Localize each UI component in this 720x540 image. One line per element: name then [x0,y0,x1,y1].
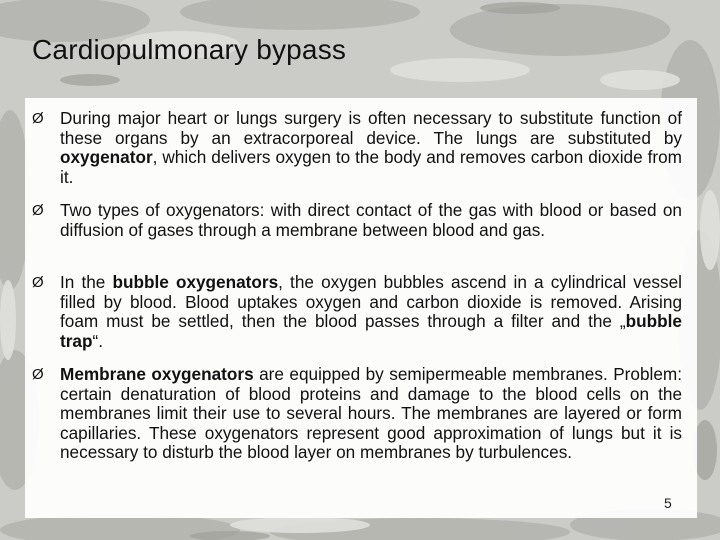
page-number: 5 [664,495,672,511]
bullet-text: Two types of oxygenators: with direct contact of the gas with blood or based on diffusion of gases through a membrane between blood and gas. [60,200,682,240]
bullet-text: During major heart or lungs surgery is often necessary to substitute function of these organs by an extracorporeal device. The lungs are substituted by oxygenator, which delivers oxygen to the body and removes carbon dioxide from it. [60,108,682,187]
arrow-bullet-icon: Ø [32,366,44,383]
arrow-bullet-icon: Ø [32,202,44,219]
bullet-membrane-oxygenators [32,365,682,463]
bullet-text: In the bubble oxygenators, the oxygen bubbles ascend in a cylindrical vessel filled by blood. Blood uptakes oxygen and carbon dioxide is removed. Arising foam must be settled, then the blood passes through a filter and the „bubble trap“. [60,272,682,351]
bullet-bubble-oxygenators [32,273,682,351]
bullet-oxygenator-intro [32,109,682,187]
arrow-bullet-icon: Ø [32,110,44,127]
arrow-bullet-icon: Ø [32,274,44,291]
slide-title: Cardiopulmonary bypass [32,34,347,65]
bullet-oxygenator-types [32,201,682,240]
bullet-text: Membrane oxygenators are equipped by semipermeable membranes. Problem: certain denaturation of blood proteins and damage to the blood cells on the membranes limit their use to several hours. The membranes are layered or form capillaries. These oxygenators represent good approximation of lungs but it is necessary to disturb the blood layer on membranes by turbulences. [60,364,682,462]
